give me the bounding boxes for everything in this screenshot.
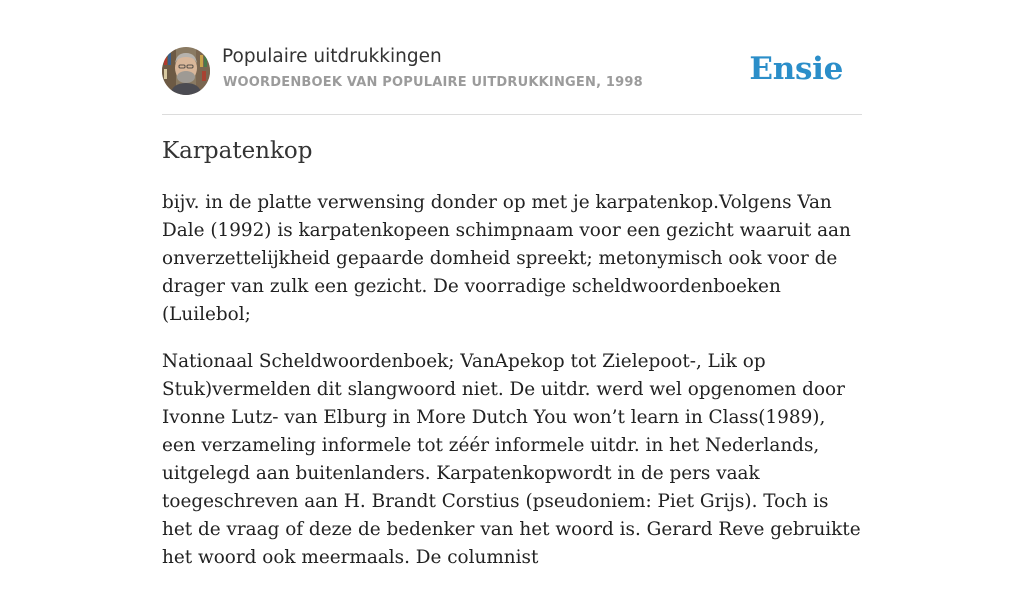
author-portrait-icon bbox=[162, 47, 210, 95]
source-header bbox=[162, 0, 862, 115]
entry-paragraph: Nationaal Scheldwoordenboek; VanApekop tot Zielepoot-, Lik op Stuk)vermelden dit slangwoord niet. De uitdr. werd wel opgenomen door Ivonne Lutz- van Elburg in More Dutch You won’t learn in Class(1989), een verzameling informele tot zéér informele uitdr. in het Nederlands, uitgelegd aan buitenlanders. Karpatenkopwordt in de pers vaak toegeschreven aan H. Brandt Corstius (pseudoniem: Piet Grijs). Toch is het de vraag of deze de bedenker van het woord is. Gerard Reve gebruikte het woord ook meermaals. De columnist bbox=[162, 351, 861, 568]
entry-body bbox=[162, 189, 862, 591]
entry-title: Karpatenkop bbox=[162, 138, 313, 164]
brand-logo-link[interactable]: Ensie bbox=[749, 51, 843, 87]
avatar[interactable] bbox=[162, 47, 210, 95]
page bbox=[162, 0, 862, 568]
source-subtitle: WOORDENBOEK VAN POPULAIRE UITDRUKKINGEN, 1998 bbox=[223, 75, 643, 90]
entry-paragraph: bijv. in de platte verwensing donder op met je karpatenkop.Volgens Van Dale (1992) is karpatenkopeen schimpnaam voor een gezicht waaruit aan onverzettelijkheid gepaarde domheid spreekt; metonymisch ook voor de drager van zulk een gezicht. De voorradige scheldwoordenboeken (Luilebol; bbox=[162, 192, 851, 325]
source-title[interactable]: Populaire uitdrukkingen bbox=[222, 46, 442, 67]
